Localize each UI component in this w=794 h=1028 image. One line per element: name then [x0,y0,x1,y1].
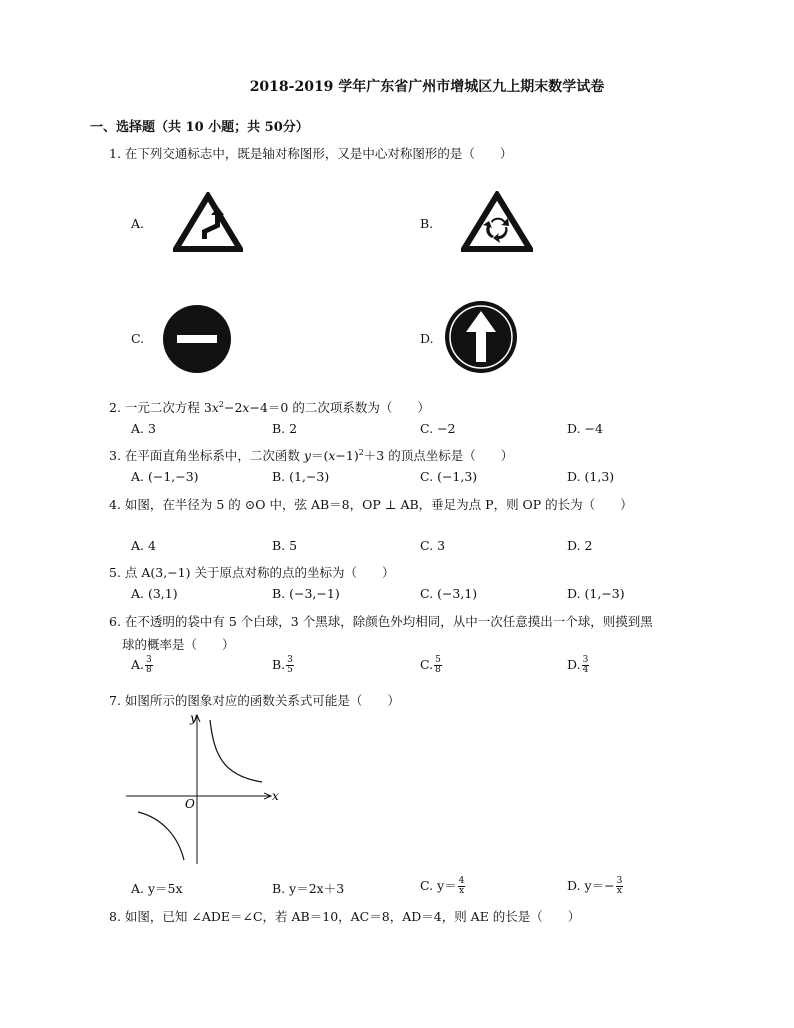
question-6-stem-line-1: 6. 在不透明的袋中有 5 个白球，3 个黑球，除颜色外均相同，从中一次任意摸出一个球，则摸到黑 [109,614,653,629]
q5-option-a: A. (3,1) [131,586,178,601]
q2-option-b: B. 2 [272,421,298,436]
question-7-stem: 7. 如图所示的图象对应的函数关系式可能是（ ） [109,693,400,708]
q4-option-d: D. 2 [567,538,593,553]
q7-option-a: A. y＝5x [131,881,183,896]
question-4-stem: 4. 如图，在半径为 5 的 ⊙O 中，弦 AB＝8，OP ⊥ AB，垂足为点 P，则 OP 的长为（ ） [109,497,633,512]
no-entry-sign-icon [162,304,232,374]
q1-option-c-label: C. [131,331,145,346]
q3-stem-pre: 3. 在平面直角坐标系中，二次函数 [109,448,304,463]
q1-option-b-label: B. [420,216,434,231]
question-6-stem-line-2: 球的概率是（ ） [122,637,235,652]
question-3-stem: 3. 在平面直角坐标系中，二次函数 $y=(x-1)^2+3$ 的顶点坐标是（ ） [109,447,514,463]
q3-option-c: C. (−1,3) [420,469,478,484]
origin-label: O [185,797,195,811]
straight-ahead-sign-icon [444,300,518,374]
q5-option-c: C. (−3,1) [420,586,478,601]
q5-option-d: D. (1,−3) [567,586,625,601]
q6-option-a: A. $\frac{3}{8}$ [131,655,152,675]
q3-option-b: B. (1,−3) [272,469,330,484]
q5-option-b: B. (−3,−1) [272,586,340,601]
q4-option-b: B. 5 [272,538,298,553]
warning-curve-sign-icon [173,192,243,252]
hyperbola-graph [122,708,284,868]
q1-option-d-label: D. [420,331,434,346]
q6-option-c: C. $\frac{5}{8}$ [420,655,441,675]
q7-option-b: B. y＝2x＋3 [272,881,345,896]
y-axis-label: y [190,711,197,725]
q3-stem-post: 的顶点坐标是（ ） [384,448,514,463]
q3-option-a: A. (−1,−3) [131,469,199,484]
q1-option-a-label: A. [131,216,145,231]
roundabout-warning-sign-icon [461,191,533,253]
question-5-stem: 5. 点 A(3,−1) 关于原点对称的点的坐标为（ ） [109,565,395,580]
hyperbola-branch-right [210,720,262,782]
q4-option-a: A. 4 [131,538,156,553]
question-1-stem: 1. 在下列交通标志中，既是轴对称图形，又是中心对称图形的是（ ） [109,146,513,161]
q4-option-c: C. 3 [420,538,446,553]
q6-option-c-fraction: $\frac{5}{8}$ [435,655,441,675]
x-axis-label: x [272,789,279,803]
q6-option-b: B. $\frac{3}{5}$ [272,655,293,675]
q6-option-d: D. $\frac{3}{4}$ [567,655,589,675]
q2-option-c: C. −2 [420,421,456,436]
question-2-stem: 2. 一元二次方程 $3x^2-2x-4=0$ 的二次项系数为（ ） [109,399,430,415]
q2-option-a: A. 3 [131,421,156,436]
section-heading: 一、选择题（共 10 小题；共 50分） [90,120,309,135]
question-8-stem: 8. 如图，已知 ∠ADE＝∠C，若 AB＝10，AC＝8，AD＝4，则 AE 的长是（ ） [109,909,581,924]
q2-equation: x [211,400,219,415]
q3-option-d: D. (1,3) [567,469,615,484]
q2-stem-pre: 2. 一元二次方程 3 [109,400,212,415]
q7-option-c-fraction: $\frac{4}{x}$ [458,876,465,896]
q6-option-d-fraction: $\frac{3}{4}$ [582,655,589,675]
q6-option-b-fraction: $\frac{3}{5}$ [287,655,293,675]
q2-stem-post: ＝0 的二次项系数为（ ） [267,400,430,415]
page-title: 2018-2019 学年广东省广州市增城区九上期末数学试卷 [249,79,605,95]
q2-option-d: D. −4 [567,421,603,436]
q6-option-a-fraction: $\frac{3}{8}$ [146,655,152,675]
q7-option-d-fraction: $\frac{3}{x}$ [616,876,623,896]
q7-option-d: D. y＝− $\frac{3}{x}$ [567,876,623,896]
q7-option-c: C. y＝ $\frac{4}{x}$ [420,876,465,896]
hyperbola-branch-left [138,812,184,860]
